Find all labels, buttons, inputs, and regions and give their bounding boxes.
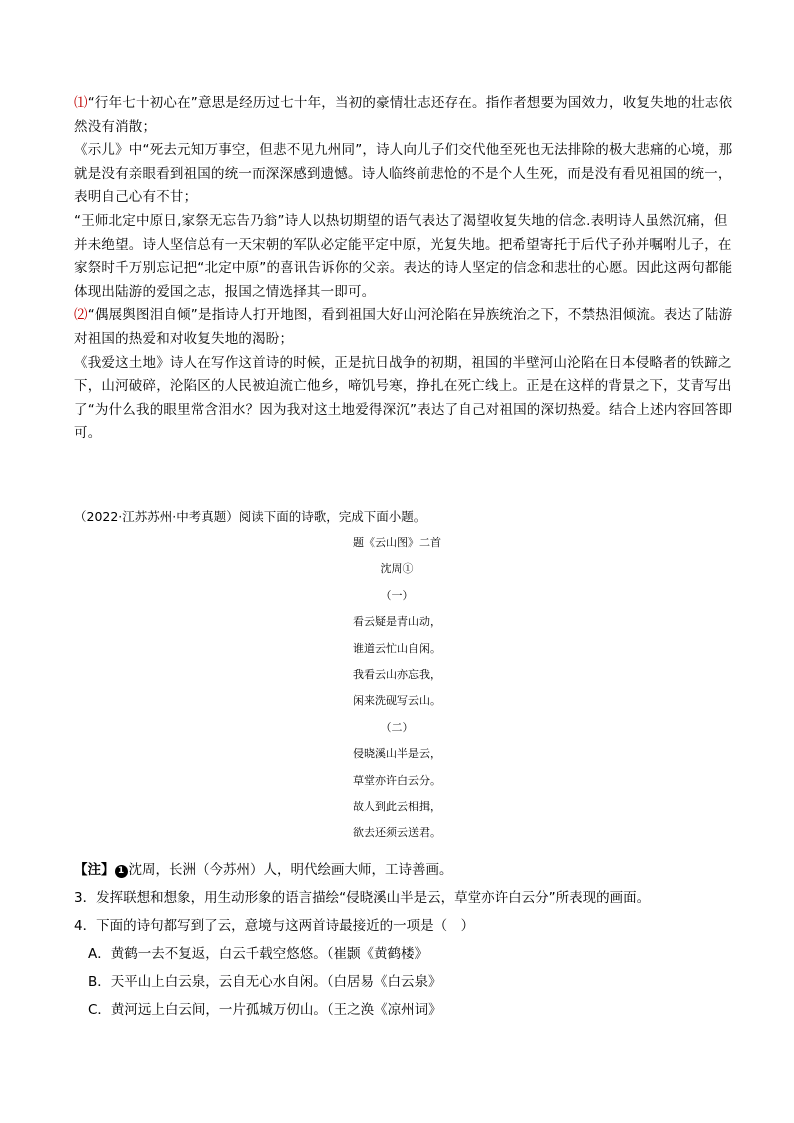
poem-line: 欲去还须云送君。 <box>353 826 441 840</box>
answer-text: “行年七十初心在”意思是经历过七十年，当初的豪情壮志还存在。指作者想要为国效力，收复失地的壮志依然没有消散； <box>74 95 733 135</box>
note-label: 【注】 <box>74 862 115 878</box>
footnote-marker: ① <box>402 562 414 576</box>
poem-part-label: （二） <box>380 720 414 734</box>
poem-part-label: （一） <box>380 588 414 602</box>
poem-line: 我看云山亦忘我， <box>353 667 441 681</box>
poem-line: 故人到此云相揖， <box>353 799 441 813</box>
question-source: （2022·江苏苏州·中考真题）阅读下面的诗歌，完成下面小题。 <box>74 509 427 524</box>
item-number: ⑴ <box>74 95 88 111</box>
footnote <box>74 856 754 884</box>
answer-paragraph: 《示儿》中“死去元知万事空，但悲不见九州同”，诗人向儿子们交代他至死也无法排除的极大悲痛的心境，那就是没有亲眼看到祖国的统一而深深感到遗憾。诗人临终前悲怆的不是个人生死，而是没有看见祖国的统一，表明自己心有不甘； <box>74 142 733 206</box>
answer-paragraph: “王师北定中原日,家祭无忘告乃翁”诗人以热切期望的语气表达了渴望收复失地的信念.表明诗人虽然沉痛，但并未绝望。诗人坚信总有一天宋朝的军队必定能平定中原，光复失地。把希望寄托于后代子孙并嘱咐儿子，在家祭时千万别忘记把“北定中原”的喜讯告诉你的父亲。表达的诗人坚定的信念和悲壮的心愿。因此这两句都能体现出陆游的爱国之志，报国之情选择其一即可。 <box>74 212 733 300</box>
note-text: 沈周，长洲（今苏州）人，明代绘画大师，工诗善画。 <box>128 862 453 878</box>
poem-line: 闲来洗砚写云山。 <box>353 694 441 708</box>
answer-text: “偶展舆图泪自倾”是指诗人打开地图，看到祖国大好山河沦陷在异族统治之下，不禁热泪倾流。表达了陆游对祖国的热爱和对收复失地的渴盼； <box>74 307 733 347</box>
answer-paragraph: 《我爱这土地》诗人在写作这首诗的时候，正是抗日战争的初期，祖国的半壁河山沦陷在日本侵略者的铁蹄之下，山河破碎，沦陷区的人民被迫流亡他乡，啼饥号寒，挣扎在死亡线上。正是在这样的背景之下，艾青写出了“为什么我的眼里常含泪水？因为我对这土地爱得深沉”表达了自己对祖国的深切热爱。结合上述内容回答即可。 <box>74 354 733 442</box>
option-a: A．黄鹤一去不复返，白云千载空悠悠。（崔颢《黄鹤楼》 <box>88 946 428 962</box>
answer-paragraph <box>74 92 734 139</box>
poem-author-name: 沈周 <box>380 562 403 576</box>
poem-line: 谁道云忙山自闲。 <box>353 641 441 655</box>
poem-line: 侵晓溪山半是云， <box>353 747 441 761</box>
poem-author <box>0 556 794 582</box>
poem-line: 草堂亦许白云分。 <box>353 773 441 787</box>
questions <box>74 856 754 1024</box>
question-4: 4．下面的诗句都写到了云，意境与这两首诗最接近的一项是（ ） <box>74 918 475 934</box>
option-b: B．天平山上白云泉，云自无心水自闲。（白居易《白云泉》 <box>88 974 442 990</box>
item-number: ⑵ <box>74 307 88 324</box>
poem-line: 看云疑是青山动， <box>353 615 441 629</box>
poem-title: 题《云山图》二首 <box>353 536 441 549</box>
answer-explanation <box>74 92 734 446</box>
question-3: 3．发挥联想和想象，用生动形象的语言描绘“侵晓溪山半是云，草堂亦许白云分”所表现的画面。 <box>74 890 651 906</box>
answer-paragraph <box>74 304 734 351</box>
poem <box>0 530 794 847</box>
option-c: C．黄河远上白云间，一片孤城万仞山。（王之涣《凉州词》 <box>88 1002 442 1018</box>
note-number: 1 <box>115 865 128 878</box>
